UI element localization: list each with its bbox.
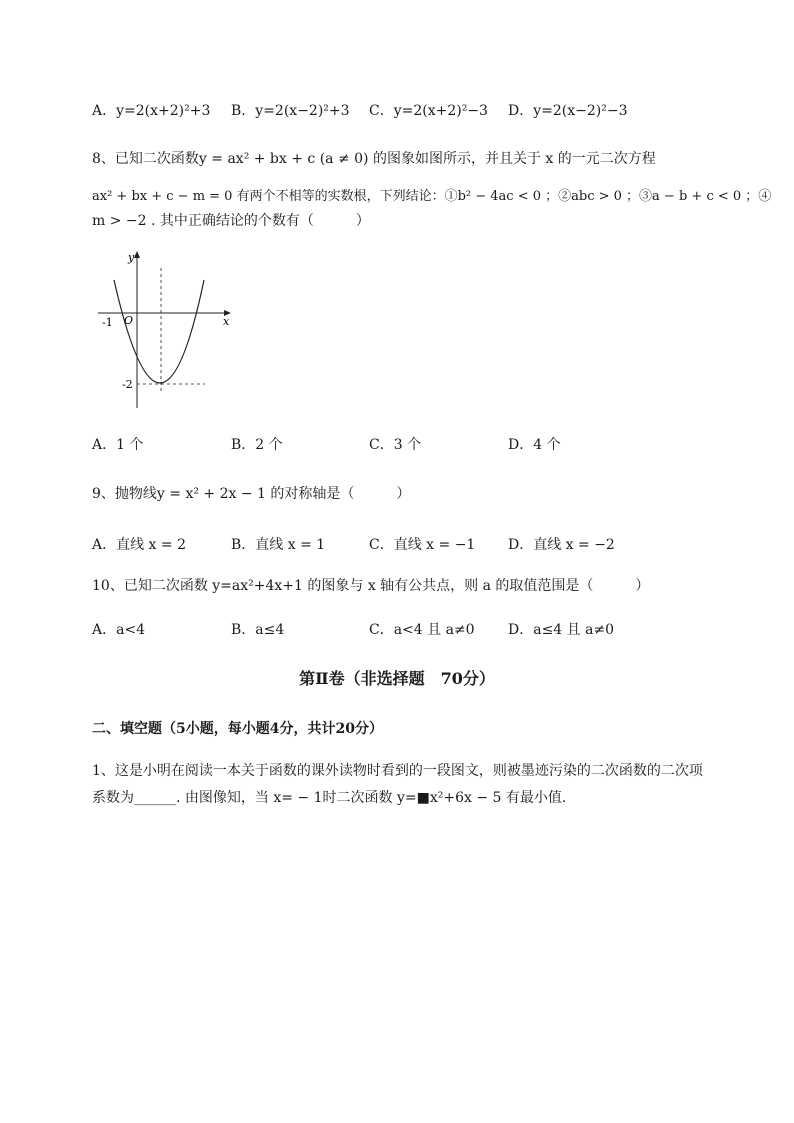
fill1-line1: 1、这是小明在阅读一本关于函数的课外读物时看到的一段图文，则被墨迹污染的二次函数的二次项 — [92, 763, 703, 779]
q9-option-c: C．直线 x = −1 — [369, 537, 476, 553]
q9-stem: 9、抛物线y = x² + 2x − 1 的对称轴是（ ） — [92, 486, 411, 502]
q9-option-b: B．直线 x = 1 — [231, 537, 326, 553]
section-fill-in-title: 二、填空题（5小题，每小题4分，共计20分） — [92, 721, 383, 737]
q8-parabola-graph — [90, 248, 250, 418]
q7-options — [92, 100, 742, 122]
q9-option-d: D．直线 x = −2 — [508, 537, 615, 553]
q10-option-b: B．a≤4 — [231, 622, 285, 638]
q10-option-c: C．a<4 且 a≠0 — [369, 622, 475, 638]
q8-option-c: C．3 个 — [369, 437, 422, 453]
q8-stem-line1: 8、已知二次函数y = ax² + bx + c (a ≠ 0) 的图象如图所示，并且关于 x 的一元二次方程 — [92, 151, 656, 167]
neg-two-label: -2 — [122, 378, 133, 391]
q7-option-c: C．y=2(x+2)²−3 — [369, 103, 488, 119]
fill1-line2: 系数为______. 由图像知，当 x= − 1时二次函数 y=■x²+6x − 5 有最小值. — [92, 790, 567, 806]
q7-option-d: D．y=2(x−2)²−3 — [508, 103, 628, 119]
q9-option-a: A．直线 x = 2 — [92, 537, 186, 553]
q8-stem-line3: m > −2 . 其中正确结论的个数有（ ） — [92, 213, 370, 229]
y-axis-arrow — [134, 251, 140, 258]
q7-option-a: A．y=2(x+2)²+3 — [92, 103, 211, 119]
q10-option-a: A．a<4 — [92, 622, 146, 638]
x-axis-label: x — [223, 315, 230, 328]
origin-label: O — [124, 314, 134, 327]
q8-stem-line2: ax² + bx + c − m = 0 有两个不相等的实数根，下列结论：①b² − 4ac < 0 ；②abc > 0 ；③a − b + c < 0 ；④ — [92, 189, 772, 204]
q10-options — [92, 619, 742, 641]
q7-option-b: B．y=2(x−2)²+3 — [231, 103, 350, 119]
q8-option-b: B．2 个 — [231, 437, 283, 453]
neg-one-label: -1 — [102, 316, 113, 329]
q9-options — [92, 534, 742, 556]
part2-title: 第Ⅱ卷（非选择题 70分） — [299, 669, 495, 688]
q8-option-d: D．4 个 — [508, 437, 561, 453]
q8-option-a: A．1 个 — [92, 437, 144, 453]
y-axis-label: y — [128, 251, 135, 264]
parabola-curve — [114, 280, 204, 383]
q8-options — [92, 434, 742, 456]
q10-stem: 10、已知二次函数 y=ax²+4x+1 的图象与 x 轴有公共点，则 a 的取值范围是（ ） — [92, 578, 650, 594]
q10-option-d: D．a≤4 且 a≠0 — [508, 622, 615, 638]
